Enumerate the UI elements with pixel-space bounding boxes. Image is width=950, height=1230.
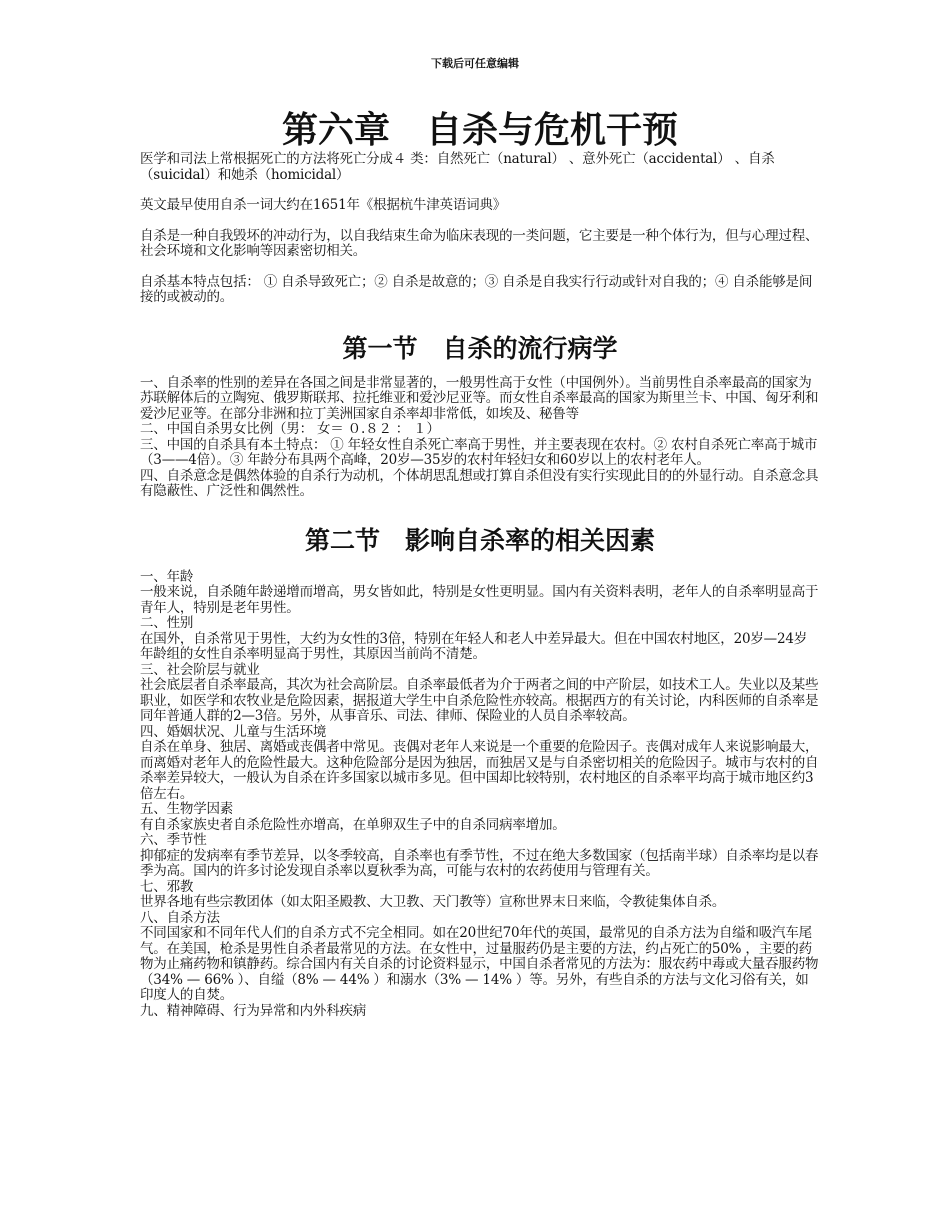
section-2-paragraph: 社会底层者自杀率最高，其次为社会高阶层。自杀率最低者为介于两者之间的中产阶层，如技术工人。失业以及某些职业，如医学和农牧业是危险因素，据报道大学生中自杀危险性亦较高。根据西方的有关讨论，内科医师的自杀率是同年普通人群的2—3倍。另外，从事音乐、司法、律师、保险业的人员自杀率较高。 — [140, 677, 819, 724]
section-2-paragraph: 抑郁症的发病率有季节差异，以冬季较高，自杀率也有季节性，不过在绝大多数国家（包括南半球）自杀率均是以春季为高。国内的许多讨论发现自杀率以夏秋季为高，可能与农村的农药使用与管理有关。 — [140, 847, 819, 879]
paragraph-death-classification: 医学和司法上常根据死亡的方法将死亡分成４ 类：自然死亡（natural） 、意外死亡（accidental） 、自杀（suicidal）和她杀（homicidal） — [140, 151, 775, 183]
section-2-paragraph: 世界各地有些宗教团体（如太阳圣殿教、大卫教、天门教等）宣称世界末日来临，令教徒集体自杀。 — [140, 894, 726, 910]
chapter-title: 第六章 自杀与危机干预 — [281, 109, 678, 151]
section-2-heading: 八、自杀方法 — [140, 909, 220, 926]
section-2-paragraph: 一般来说，自杀随年龄递增而增高，男女皆如此，特别是女性更明显。国内有关资料表明，老年人的自杀率明显高于青年人，特别是老年男性。 — [140, 584, 819, 616]
section-2-heading: 一、年龄 — [140, 568, 194, 585]
section-2-title: 第二节 影响自杀率的相关因素 — [304, 525, 655, 555]
section-2-heading: 六、季节性 — [140, 832, 207, 848]
section-1-item: 三、中国的自杀具有本土特点： ① 年轻女性自杀死亡率高于男性，并主要表现在农村。② 农村自杀死亡率高于城市（3——4倍）。③ 年龄分布具两个高峰，20岁—35岁的农村年轻妇女和60岁以上的农村老年人。 — [140, 436, 818, 468]
section-1-title: 第一节 自杀的流行病学 — [342, 333, 618, 363]
section-2-heading: 二、性别 — [140, 615, 194, 631]
document-body — [140, 108, 820, 1019]
section-1-item: 四、自杀意念是偶然体验的自杀行为动机，个体胡思乱想或打算自杀但没有实行实现此目的的外显行动。自杀意念具有隐蔽性、广泛性和偶然性。 — [140, 467, 819, 499]
page-header-note: 下载后可任意编辑 — [431, 57, 519, 70]
paragraph-word-origin: 英文最早使用自杀一词大约在1651年《根据杭牛津英语词典》 — [140, 197, 507, 213]
section-1-item: 一、自杀率的性别的差异在各国之间是非常显著的，一般男性高于女性（中国例外）。当前男性自杀率最高的国家为苏联解体后的立陶宛、俄罗斯联邦、拉托维亚和爱沙尼亚等。而女性自杀率最高的国家为斯里兰卡、中国、匈牙利和爱沙尼亚等。在部分非洲和拉丁美洲国家自杀率却非常低，如埃及、秘鲁等 — [140, 374, 819, 422]
section-2-heading: 三、社会阶层与就业 — [140, 661, 260, 678]
section-2-paragraph: 有自杀家族史者自杀危险性亦增高，在单卵双生子中的自杀同病率增加。 — [140, 816, 566, 833]
section-1-item: 二、中国自杀男女比例（男： 女＝ ０.８２ ： １） — [140, 421, 440, 437]
section-2-paragraph: 在国外，自杀常见于男性，大约为女性的3倍，特别在年轻人和老人中差异最大。但在中国农村地区，20岁—24岁年龄组的女性自杀率明显高于男性，其原因当前尚不清楚。 — [140, 630, 808, 662]
section-2-heading: 九、精神障碍、行为异常和内外科疾病 — [140, 1002, 367, 1019]
paragraph-basic-features: 自杀基本特点包括： ① 自杀导致死亡；② 自杀是故意的；③ 自杀是自我实行行动或针对自我的；④ 自杀能够是间接的或被动的。 — [140, 273, 813, 305]
section-2-paragraph: 不同国家和不同年代人们的自杀方式不完全相同。如在20世纪70年代的英国，最常见的自杀方法为自缢和吸汽车尾气。在美国，枪杀是男性自杀者最常见的方法。在女性中，过量服药仍是主要的方法，约占死亡的50% ，主要的药物为止痛药物和镇静药。综合国内有关自杀的讨论资料显示，中国自杀者常见的方法为：服农药中毒或大量吞服药物（34% — 66% ）、自缢（8% — 44% ）和溺水（3% — 14% ）等。另外，有些自杀的方法与文化习俗有关，如印度人的自焚。 — [140, 925, 819, 1003]
section-2-heading: 四、婚姻状况、儿童与生活环境 — [140, 723, 327, 740]
paragraph-definition: 自杀是一种自我毁坏的冲动行为，以自我结束生命为临床表现的一类问题，它主要是一种个体行为，但与心理过程、社会环境和文化影响等因素密切相关。 — [140, 227, 819, 259]
section-2-heading: 七、邪教 — [140, 878, 194, 895]
section-2-heading: 五、生物学因素 — [140, 801, 234, 817]
section-2-paragraph: 自杀在单身、独居、离婚或丧偶者中常见。丧偶对老年人来说是一个重要的危险因子。丧偶对成年人来说影响最大，而离婚对老年人的危险性最大。这种危险部分是因为独居，而独居又是与自杀密切相关的危险因子。城市与农村的自杀率差异较大，一般认为自杀在许多国家以城市多见。但中国却比较特别，农村地区的自杀率平均高于城市地区约3倍左右。 — [140, 739, 819, 802]
